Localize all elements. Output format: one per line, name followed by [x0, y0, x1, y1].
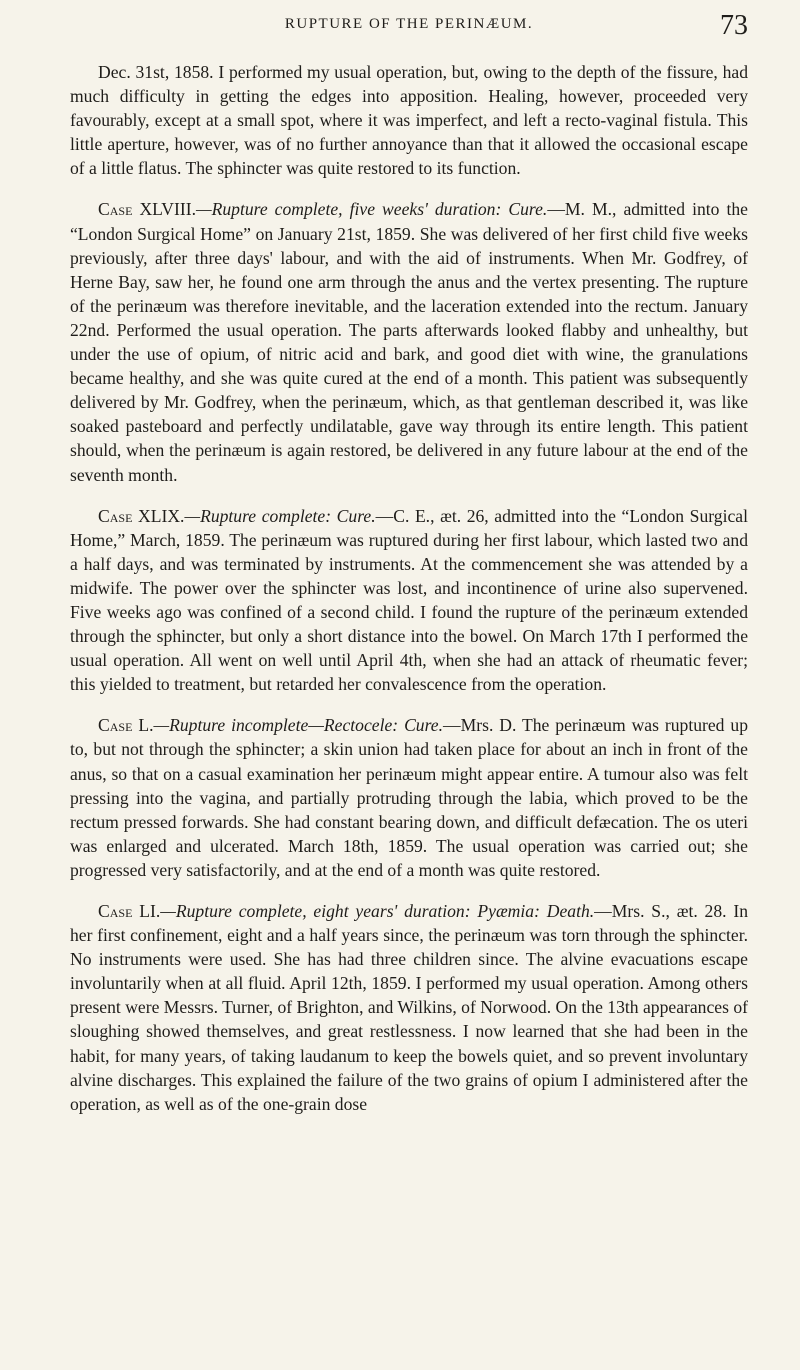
page-number: 73: [720, 10, 748, 41]
body-text: [70, 60, 748, 1116]
case-paragraph: [70, 197, 748, 486]
case-text: —M. M., admitted into the “London Surgical Home” on January 21st, 1859. She was delivered of her first child five weeks previously, after three days' labour, and with the aid of instruments. When Mr. Godfrey, of Herne Bay, saw her, he found one arm through the anus and the vertex presenting. The rupture of the perinæum was therefore inevitable, and the laceration extended into the rectum. January 22nd. Performed the usual operation. The parts afterwards looked flabby and unhealthy, but under the use of opium, of nitric acid and bark, and good diet with wine, the granulations became healthy, and she was quite cured at the end of a month. This patient was subsequently delivered by Mr. Godfrey, when the perinæum, which, as that gentleman described it, was like soaked pasteboard and perfectly undilatable, gave way through its entire length. This patient should, when the perinæum is again restored, be delivered in any future labour at the end of the seventh month.: [70, 199, 748, 485]
case-text: —C. E., æt. 26, admitted into the “London Surgical Home,” March, 1859. The perinæum was ruptured during her first labour, which lasted two and a half days, and was terminated by instruments. At the commencement she was attended by a midwife. The power over the sphincter was lost, and incontinence of urine also supervened. Five weeks ago was confined of a second child. I found the rupture of the perinæum extended through the sphincter, but only a short distance into the bowel. On March 17th I performed the usual operation. All went on well until April 4th, when she had an attack of rheumatic fever; this yielded to treatment, but retarded her convalescence from the operation.: [70, 505, 748, 695]
paragraph-text: Dec. 31st, 1858. I performed my usual operation, but, owing to the depth of the fissure, had much difficulty in getting the edges into apposition. Healing, however, proceeded very favourably, except at a small spot, where it was imperfect, and left a recto-vaginal fistula. This little aperture, however, was of no further annoyance than that it allowed the occasional escape of a little flatus. The sphincter was quite restored to its function.: [70, 62, 748, 179]
case-title: —Rupture incomplete—Rectocele: Cure.: [153, 715, 444, 736]
case-heading: Case L.: [98, 715, 154, 736]
case-heading: Case XLVIII.: [98, 199, 196, 220]
case-title: —Rupture complete, five weeks' duration: Cure.: [195, 199, 548, 220]
case-text: —Mrs. D. The perinæum was ruptured up to, but not through the sphincter; a skin union had taken place for about an inch in front of the anus, so that on a casual examination her perinæum might appear entire. A tumour also was felt pressing into the vagina, and partially protruding through the labia, which proved to be the rectum pressed forwards. She had constant bearing down, and difficult defæcation. The os uteri was enlarged and ulcerated. March 18th, 1859. The usual operation was carried out; she progressed very satisfactorily, and at the end of a month was quite restored.: [70, 715, 748, 880]
paragraph: [70, 60, 748, 180]
case-paragraph: [70, 713, 748, 882]
case-heading: Case XLIX.: [98, 505, 185, 526]
case-paragraph: [70, 504, 748, 697]
running-head: [70, 6, 748, 46]
case-title: —Rupture complete: Cure.: [184, 505, 376, 526]
case-text: —Mrs. S., æt. 28. In her first confinement, eight and a half years since, the perinæum was torn through the sphincter. No instruments were used. She has had three children since. The alvine evacuations escape involuntarily when at all fluid. April 12th, 1859. I performed my usual operation. Among others present were Messrs. Turner, of Brighton, and Wilkins, of Norwood. On the 13th appearances of sloughing showed themselves, and great restlessness. I now learned that she had been in the habit, for many years, of taking laudanum to keep the bowels quiet, and so prevent involuntary alvine discharges. This explained the failure of the two grains of opium I administered after the operation, as well as of the one-grain dose: [70, 901, 749, 1114]
running-title: RUPTURE OF THE PERINÆUM.: [284, 16, 534, 32]
case-title: —Rupture complete, eight years' duration: Pyæmia: Death.: [160, 901, 595, 921]
case-heading: Case LI.: [98, 901, 161, 921]
case-paragraph: [70, 899, 748, 1116]
